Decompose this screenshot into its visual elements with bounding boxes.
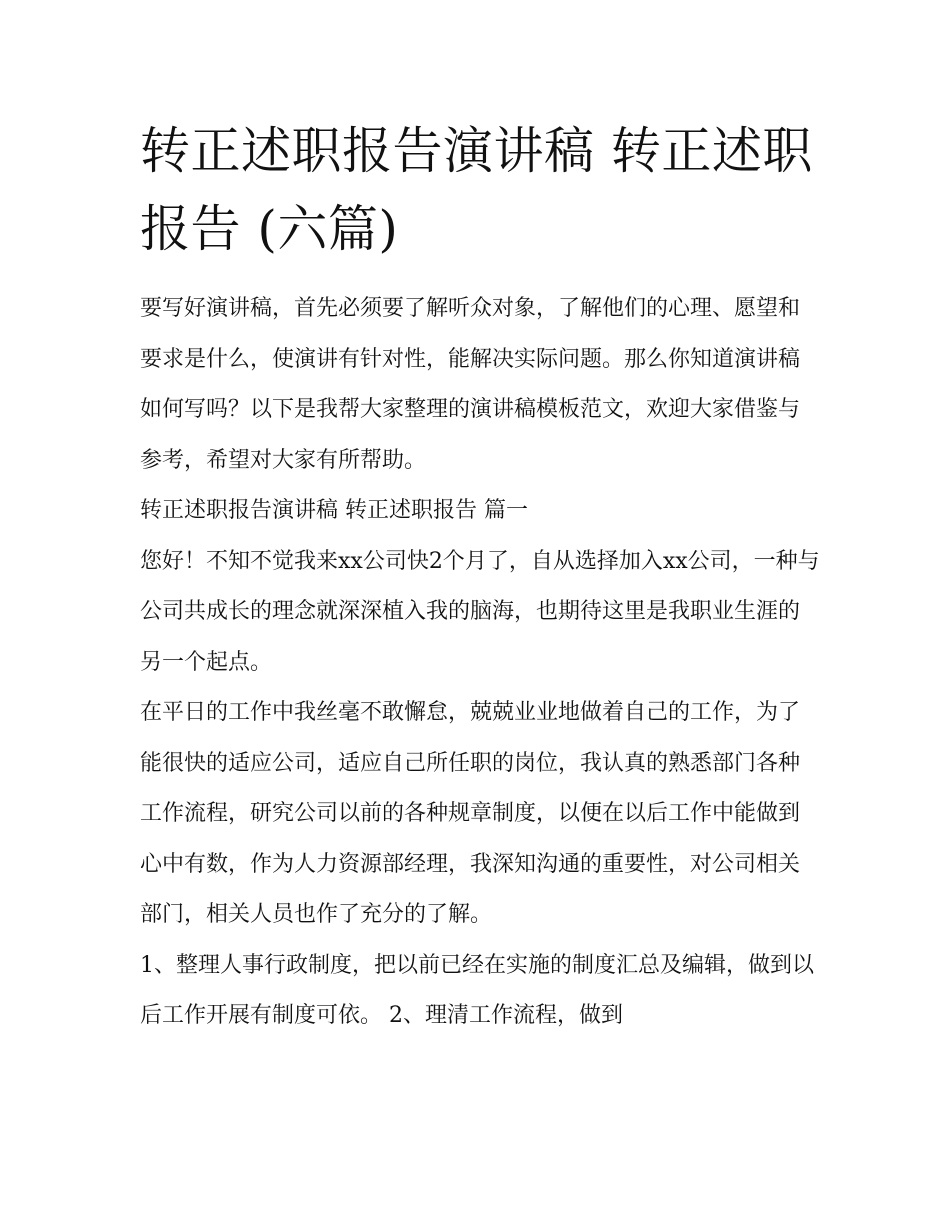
intro-paragraph: 要写好演讲稿，首先必须要了解听众对象，了解他们的心理、愿望和要求是什么，使演讲有针对性，能解决实际问题。那么你知道演讲稿如何写吗？以下是我帮大家整理的演讲稿模板范文，欢迎大家借鉴与参考，希望对大家有所帮助。: [140, 296, 801, 473]
document-title: 转正述职报告演讲稿 转正述职报告 (六篇): [140, 122, 813, 258]
body-paragraph: 在平日的工作中我丝毫不敢懈怠，兢兢业业地做着自己的工作，为了能很快的适应公司，适应自己所任职的岗位，我认真的熟悉部门各种工作流程，研究公司以前的各种规章制度，以便在以后工作中能做到心中有数，作为人力资源部经理，我深知沟通的重要性，对公司相关部门，相关人员也作了充分的了解。: [140, 700, 801, 927]
body-paragraph: 您好！不知不觉我来xx公司快2个月了，自从选择加入xx公司，一种与公司共成长的理念就深深植入我的脑海，也期待这里是我职业生涯的另一个起点。: [140, 548, 820, 675]
section-heading: 转正述职报告演讲稿 转正述职报告 篇一: [140, 498, 528, 523]
document-page: [140, 112, 820, 1042]
document-body: [140, 284, 820, 1042]
body-paragraph: 1、整理人事行政制度，把以前已经在实施的制度汇总及编辑，做到以后工作开展有制度可依。 2、理清工作流程，做到: [140, 952, 814, 1028]
